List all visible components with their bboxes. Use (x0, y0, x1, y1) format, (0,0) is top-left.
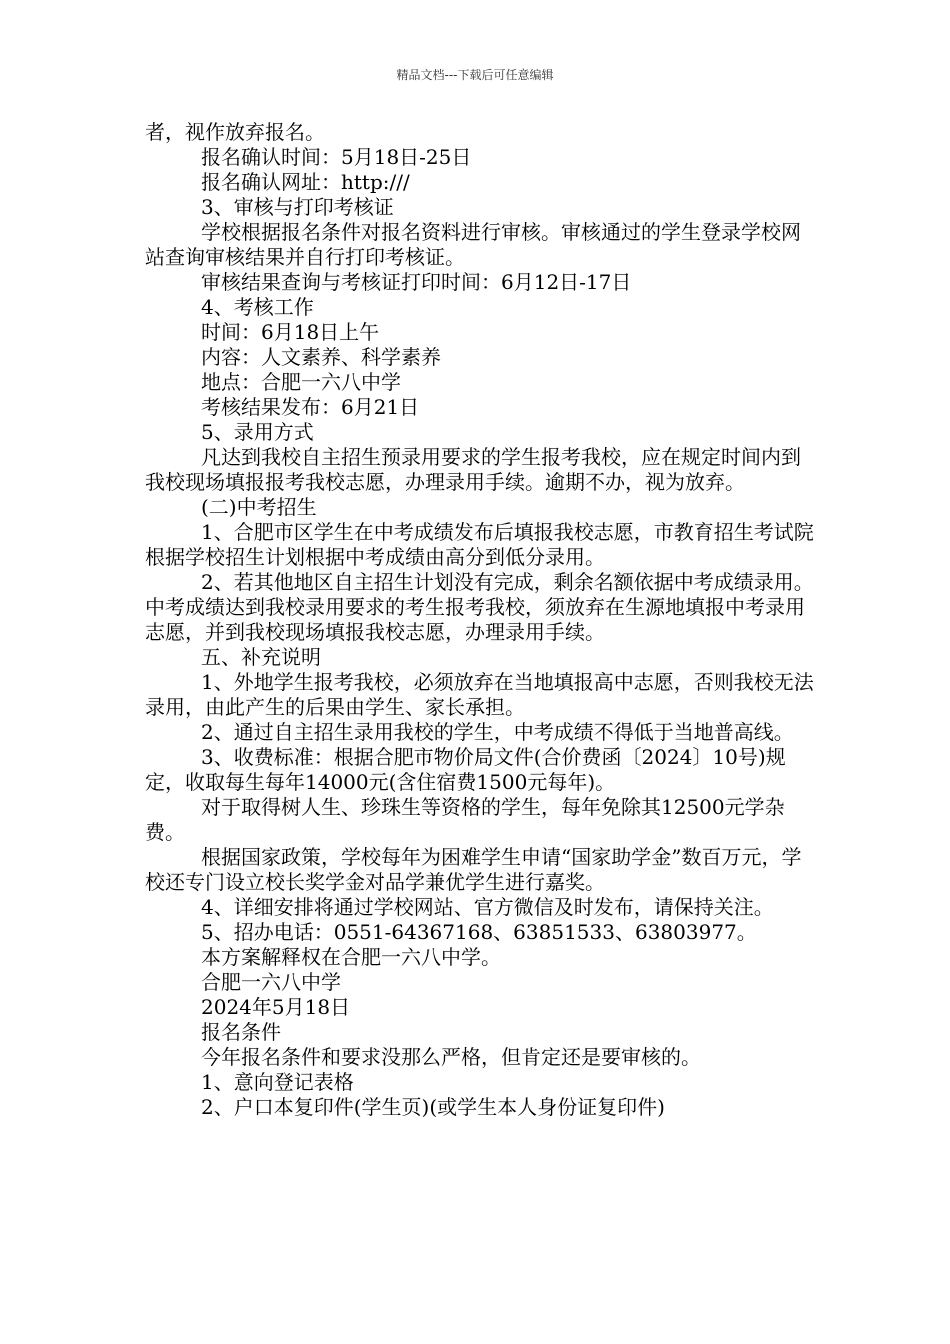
section-heading: (二)中考招生 (201, 495, 317, 519)
signature-date: 2024年5月18日 (201, 995, 351, 1019)
paragraph: 3、收费标准：根据合肥市物价局文件(合价费函〔2024〕10号)规定，收取每生每年14000元(含住宿费1500元每年)。 (145, 745, 786, 794)
paragraph: 本方案解释权在合肥一六八中学。 (201, 945, 501, 969)
paragraph: 1、外地学生报考我校，必须放弃在当地填报高中志愿，否则我校无法录用，由此产生的后果由学生、家长承担。 (145, 670, 814, 719)
section-heading: 3、审核与打印考核证 (201, 195, 394, 219)
paragraph: 时间：6月18日上午 (201, 320, 380, 344)
paragraph: 者，视作放弃报名。 (145, 120, 325, 144)
section-heading: 五、补充说明 (201, 645, 321, 669)
list-item: 1、意向登记表格 (201, 1070, 354, 1094)
paragraph: 5、招办电话：0551-64367168、63851533、63803977。 (201, 920, 757, 944)
paragraph: 内容：人文素养、科学素养 (201, 345, 441, 369)
paragraph: 学校根据报名条件对报名资料进行审核。审核通过的学生登录学校网站查询审核结果并自行打印考核证。 (145, 220, 801, 269)
paragraph: 考核结果发布：6月21日 (201, 395, 420, 419)
paragraph: 今年报名条件和要求没那么严格，但肯定还是要审核的。 (201, 1045, 701, 1069)
page-header: 精品文档---下载后可任意编辑 (396, 68, 554, 82)
paragraph: 地点：合肥一六八中学 (201, 370, 401, 394)
paragraph: 1、合肥市区学生在中考成绩发布后填报我校志愿，市教育招生考试院根据学校招生计划根据中考成绩由高分到低分录用。 (145, 520, 814, 569)
paragraph: 2、通过自主招生录用我校的学生，中考成绩不得低于当地普高线。 (201, 720, 794, 744)
paragraph: 根据国家政策，学校每年为困难学生申请“国家助学金”数百万元，学校还专门设立校长奖学金对品学兼优学生进行嘉奖。 (145, 845, 802, 894)
paragraph: 报名确认时间：5月18日-25日 (201, 145, 472, 169)
signature-org: 合肥一六八中学 (201, 970, 341, 994)
paragraph: 4、详细安排将通过学校网站、官方微信及时发布，请保持关注。 (201, 895, 774, 919)
paragraph: 凡达到我校自主招生预录用要求的学生报考我校，应在规定时间内到我校现场填报报考我校志愿，办理录用手续。逾期不办，视为放弃。 (145, 445, 801, 494)
section-heading: 4、考核工作 (201, 295, 314, 319)
paragraph: 报名确认网址：http:/// (201, 170, 410, 194)
list-item: 2、户口本复印件(学生页)(或学生本人身份证复印件) (201, 1095, 665, 1119)
paragraph: 2、若其他地区自主招生计划没有完成，剩余名额依据中考成绩录用。中考成绩达到我校录用要求的考生报考我校，须放弃在生源地填报中考录用志愿，并到我校现场填报我校志愿，办理录用手续。 (145, 570, 814, 644)
section-heading: 5、录用方式 (201, 420, 314, 444)
section-heading: 报名条件 (201, 1020, 281, 1044)
paragraph: 对于取得树人生、珍珠生等资格的学生，每年免除其12500元学杂费。 (145, 795, 785, 844)
document-body (145, 120, 815, 1120)
paragraph: 审核结果查询与考核证打印时间：6月12日-17日 (201, 270, 632, 294)
